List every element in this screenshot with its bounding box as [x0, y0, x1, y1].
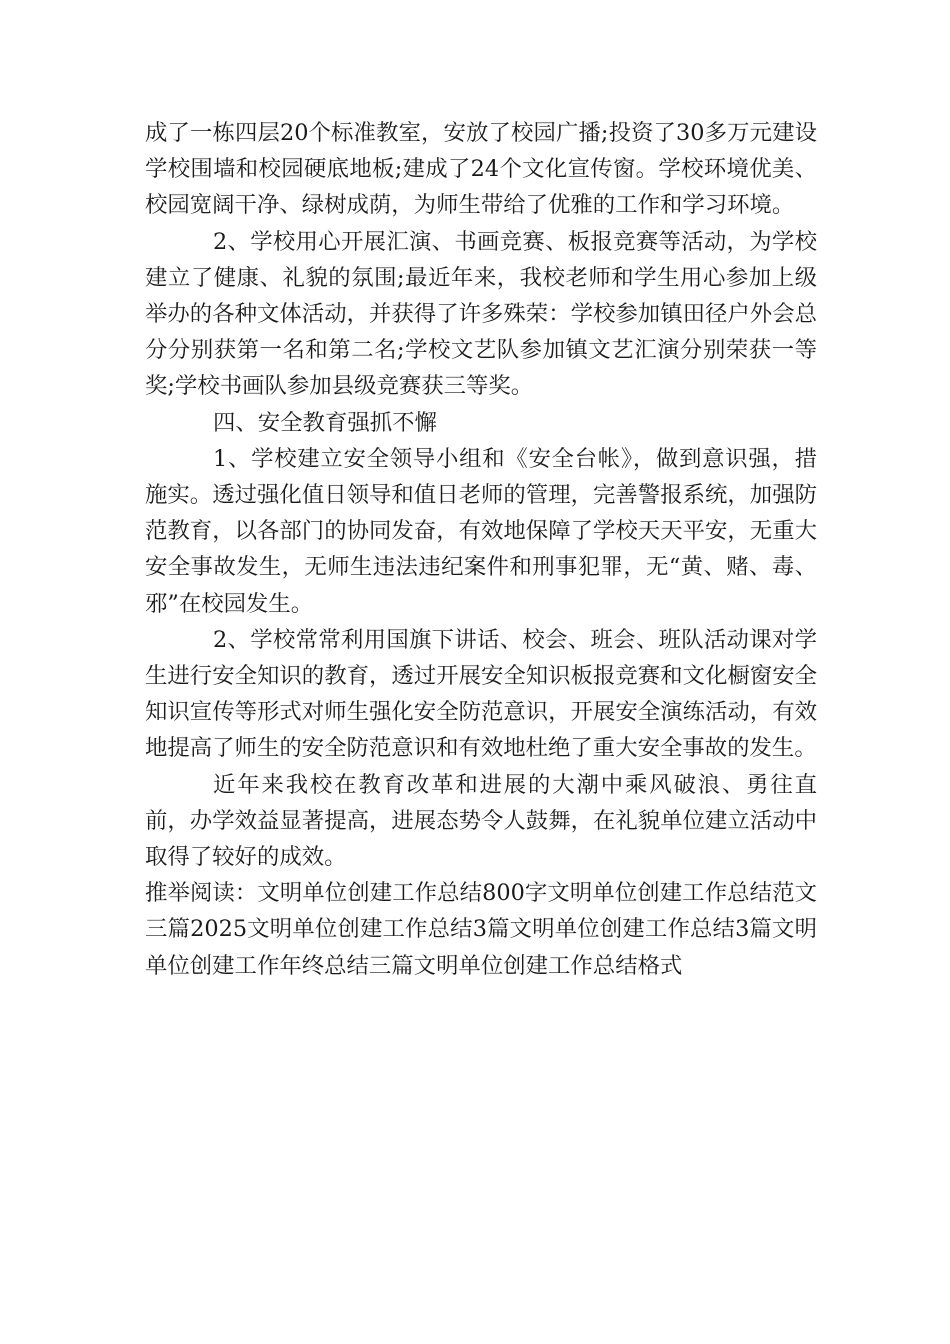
recommended-reading-links[interactable]: 文明单位创建工作总结800字文明单位创建工作总结范文三篇2025文明单位创建工作总结3篇文明单位创建工作总结3篇文明单位创建工作年终总结三篇文明单位创建工作总结格式 — [145, 880, 817, 979]
paragraph-conclusion: 近年来我校在教育改革和进展的大潮中乘风破浪、勇往直前，办学效益显著提高，进展态势令人鼓舞，在礼貌单位建立活动中取得了较好的成效。 — [145, 771, 817, 871]
document-body — [145, 115, 817, 984]
paragraph-culture-activities: 2、学校用心开展汇演、书画竞赛、板报竞赛等活动，为学校建立了健康、礼貌的氛围;最近年来，我校老师和学生用心参加上级举办的各种文体活动，并获得了许多殊荣：学校参加镇田径户外会总分分别获第一名和第二名;学校文艺队参加镇文艺汇演分别荣获一等奖;学校书画队参加县级竞赛获三等奖。 — [145, 228, 817, 400]
recommended-reading-label: 推举阅读： — [145, 880, 258, 907]
recommended-reading — [145, 875, 817, 984]
paragraph-continuation: 成了一栋四层20个标准教室，安放了校园广播;投资了30多万元建设学校围墙和校园硬底地板;建成了24个文化宣传窗。学校环境优美、校园宽阔干净、绿树成荫，为师生带给了优雅的工作和学习环境。 — [145, 120, 817, 219]
paragraph-safety-leadership: 1、学校建立安全领导小组和《安全台帐》，做到意识强，措施实。透过强化值日领导和值日老师的管理，完善警报系统，加强防范教育，以各部门的协同发奋，有效地保障了学校天天平安，无重大安全事故发生，无师生违法违纪案件和刑事犯罪，无“黄、赌、毒、邪”在校园发生。 — [145, 445, 817, 617]
paragraph-safety-education: 2、学校常常利用国旗下讲话、校会、班会、班队活动课对学生进行安全知识的教育，透过开展安全知识板报竞赛和文化橱窗安全知识宣传等形式对师生强化安全防范意识，开展安全演练活动，有效地提高了师生的安全防范意识和有效地杜绝了重大安全事故的发生。 — [145, 626, 817, 762]
section-heading-safety: 四、安全教育强抓不懈 — [213, 409, 437, 436]
